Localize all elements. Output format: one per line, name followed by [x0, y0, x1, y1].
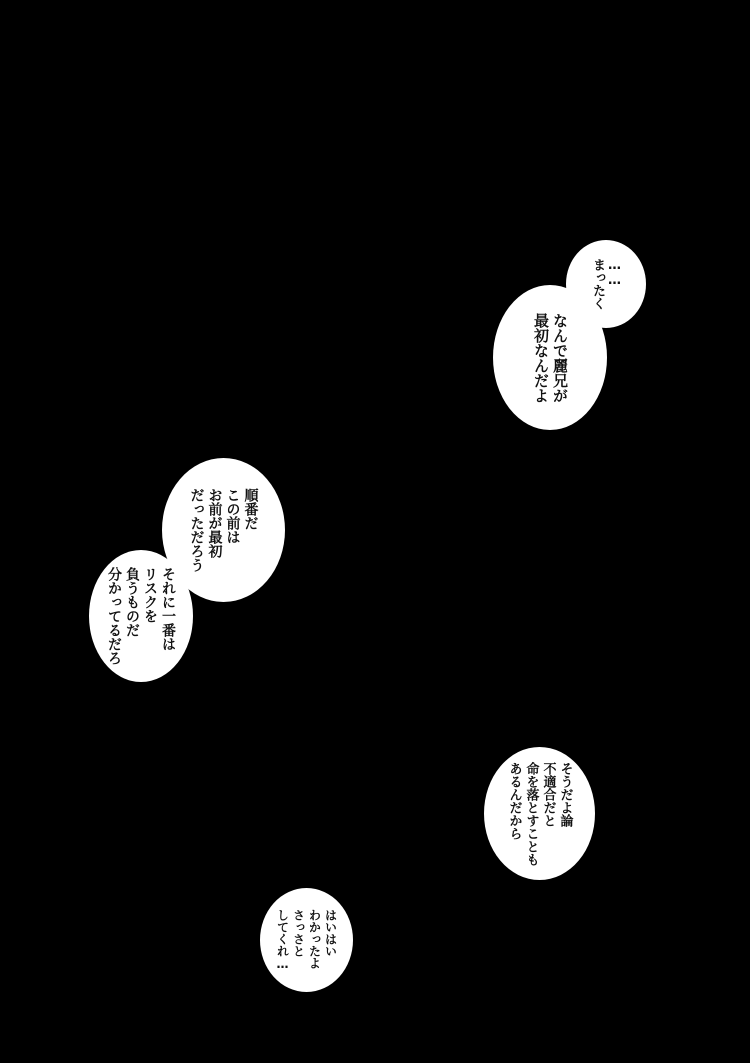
speech-text-4: それに一番は リスクを 負うものだ 分かってるだろ — [106, 567, 176, 665]
speech-text-3: 順番だ この前は お前が最初 だっただろう — [188, 488, 259, 572]
speech-bubble-5 — [484, 747, 595, 880]
speech-bubble-2 — [493, 285, 607, 430]
speech-bubble-4 — [89, 550, 193, 682]
speech-text-1: …… まったく — [590, 258, 622, 310]
speech-text-6: はいはい わかったよ さっさと してくれ… — [275, 909, 338, 971]
speech-text-2: なんで麗兄が 最初なんだよ — [532, 312, 569, 403]
speech-text-5: そうだよ論 不適合だと 命を落とすことも あるんだから — [506, 761, 573, 866]
speech-bubble-6 — [260, 888, 353, 992]
